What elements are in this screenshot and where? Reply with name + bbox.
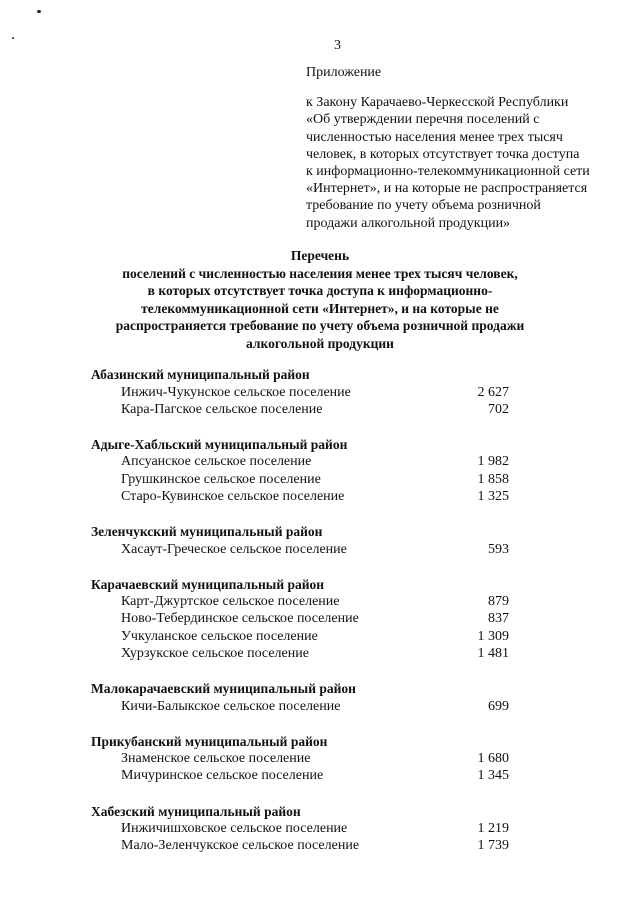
settlement-name: Хасаут-Греческое сельское поселение	[121, 541, 347, 557]
scan-speck	[12, 37, 14, 39]
title-line: поселений с численностью населения менее трех тысяч человек,	[122, 265, 518, 281]
district-section	[91, 576, 521, 662]
district-name: Малокарачаевский муниципальный район	[91, 681, 356, 697]
settlement-name: Мало-Зеленчукское сельское поселение	[121, 838, 360, 854]
settlement-population: 2 627	[477, 384, 509, 400]
district-name: Зеленчукский муниципальный район	[91, 524, 323, 540]
appendix-line: «Об утверждении перечня поселений с	[306, 112, 540, 128]
settlement-row	[91, 593, 521, 610]
settlement-row	[91, 610, 521, 627]
settlement-population: 702	[488, 401, 509, 417]
settlement-name: Карт-Джуртское сельское поселение	[121, 594, 340, 610]
appendix-line: численностью населения менее трех тысяч	[306, 129, 563, 145]
district-name: Адыге-Хабльский муниципальный район	[91, 436, 348, 452]
appendix-heading: Приложение	[306, 65, 382, 80]
title-line: распространяется требование по учету объема розничной продажи	[115, 318, 525, 333]
settlement-population: 593	[488, 541, 509, 557]
settlement-name: Инжич-Чукунское сельское поселение	[121, 384, 351, 400]
settlement-population: 1 680	[477, 751, 509, 767]
settlement-name: Апсуанское сельское поселение	[121, 454, 312, 470]
district-section	[91, 366, 521, 418]
district-name: Карачаевский муниципальный район	[91, 576, 325, 592]
settlement-row	[91, 837, 521, 854]
settlement-row	[91, 645, 521, 662]
settlement-population: 1 219	[477, 821, 509, 837]
district-section	[91, 680, 521, 715]
settlement-row	[91, 401, 521, 418]
appendix-block	[306, 64, 606, 232]
title-line: телекоммуникационной сети «Интернет», и на которые не	[141, 300, 499, 316]
appendix-line: требование по учету объема розничной	[306, 198, 541, 214]
title-heading: Перечень	[290, 248, 350, 263]
district-name: Прикубанский муниципальный район	[91, 733, 328, 749]
settlement-row	[91, 628, 521, 645]
settlement-row	[91, 384, 521, 401]
district-name: Хабезский муниципальный район	[91, 803, 301, 819]
settlement-row	[91, 471, 521, 488]
districts-list	[91, 366, 521, 873]
settlement-row	[91, 541, 521, 558]
settlement-row	[91, 767, 521, 784]
page-number: 3	[334, 38, 341, 53]
title-line: алкогольной продукции	[246, 335, 394, 351]
settlement-name: Хурзукское сельское поселение	[121, 645, 309, 661]
settlement-population: 1 325	[477, 488, 509, 504]
settlement-population: 879	[488, 594, 509, 610]
settlement-population: 1 858	[477, 471, 509, 487]
appendix-line: «Интернет», и на которые не распространяется	[306, 181, 588, 197]
settlement-population: 1 739	[477, 838, 509, 854]
settlement-row	[91, 698, 521, 715]
settlement-population: 699	[488, 698, 509, 714]
settlement-population: 1 345	[477, 768, 509, 784]
district-section	[91, 803, 521, 855]
settlement-name: Ново-Тебердинское сельское поселение	[121, 611, 359, 627]
district-section	[91, 436, 521, 505]
district-name: Абазинский муниципальный район	[91, 367, 310, 382]
settlement-population: 1 481	[477, 645, 509, 661]
scan-speck	[37, 10, 41, 13]
settlement-name: Грушкинское сельское поселение	[121, 471, 321, 487]
settlement-row	[91, 750, 521, 767]
settlement-name: Кичи-Балыкское сельское поселение	[121, 698, 341, 714]
settlement-name: Знаменское сельское поселение	[121, 751, 311, 767]
district-section	[91, 733, 521, 785]
settlement-name: Учкуланское сельское поселение	[121, 628, 318, 644]
settlement-row	[91, 453, 521, 470]
settlement-row	[91, 820, 521, 837]
appendix-line: к Закону Карачаево-Черкесской Республики	[306, 95, 569, 111]
settlement-name: Инжичишховское сельское поселение	[121, 821, 348, 837]
district-section	[91, 523, 521, 558]
document-title	[80, 247, 560, 352]
settlement-name: Старо-Кувинское сельское поселение	[121, 488, 345, 504]
appendix-line: человек, в которых отсутствует точка доступа	[306, 146, 580, 162]
settlement-name: Кара-Пагское сельское поселение	[121, 401, 323, 417]
settlement-name: Мичуринское сельское поселение	[121, 768, 324, 784]
settlement-population: 837	[488, 611, 509, 627]
appendix-line: к информационно-телекоммуникационной сети	[306, 164, 590, 180]
settlement-population: 1 982	[477, 454, 509, 470]
settlement-row	[91, 488, 521, 505]
settlement-population: 1 309	[477, 628, 509, 644]
appendix-line: продажи алкогольной продукции»	[306, 215, 511, 231]
appendix-law-reference	[306, 94, 606, 232]
title-line: в которых отсутствует точка доступа к информационно-	[147, 283, 493, 298]
